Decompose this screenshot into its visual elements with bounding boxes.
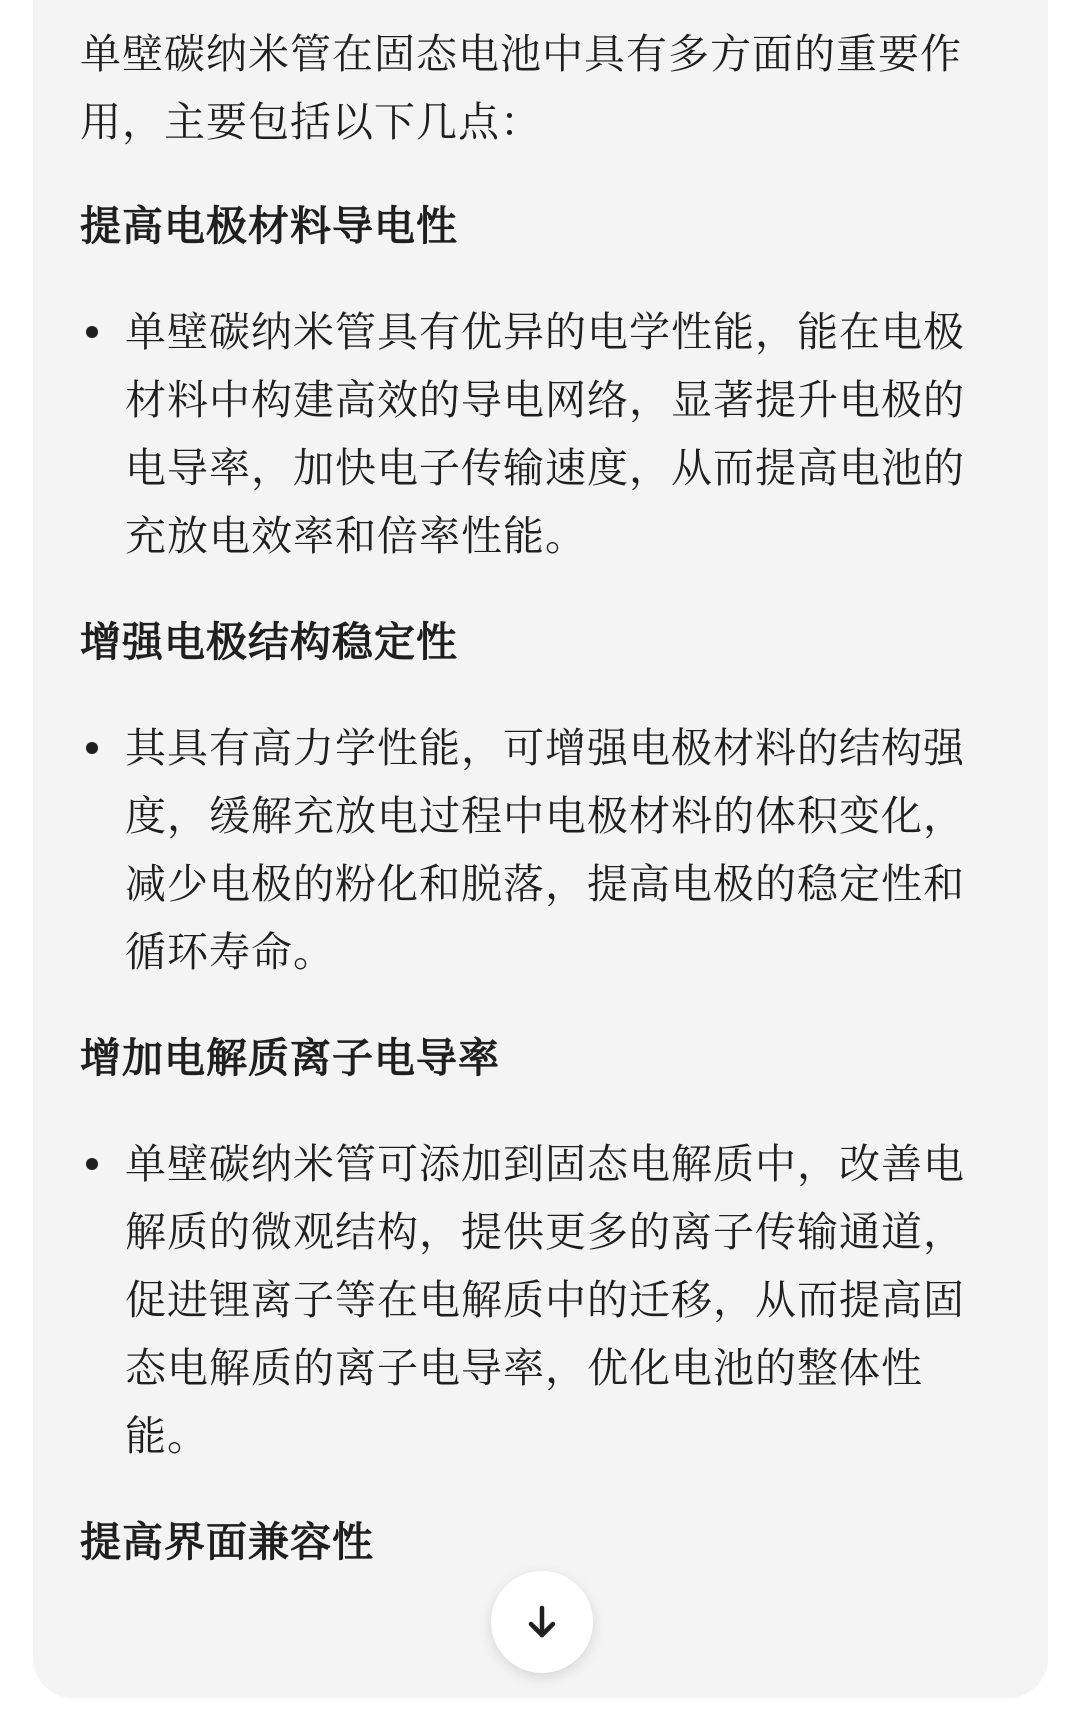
intro-text: 单壁碳纳米管在固态电池中具有多方面的重要作用，主要包括以下几点： [80,30,962,146]
list-item [80,714,980,986]
bullet-list [80,714,980,986]
list-item [80,298,980,570]
bullet-dot-icon [86,1158,98,1170]
bullet-dot-icon [86,326,98,338]
list-item [80,1130,980,1470]
bullet-list [80,298,980,570]
list-item-text: 其具有高力学性能，可增强电极材料的结构强度，缓解充放电过程中电极材料的体积变化，减少电极的粉化和脱落，提高电极的稳定性和循环寿命。 [125,724,965,976]
list-item-text: 单壁碳纳米管具有优异的电学性能，能在电极材料中构建高效的导电网络，显著提升电极的电导率，加快电子传输速度，从而提高电池的充放电效率和倍率性能。 [125,308,965,560]
scroll-to-bottom-button[interactable] [491,1571,593,1673]
bullet-list [80,1130,980,1470]
arrow-down-icon [522,1602,562,1642]
section-title: 增加电解质离子电导率 [80,1034,500,1082]
list-item-text: 单壁碳纳米管可添加到固态电解质中，改善电解质的微观结构，提供更多的离子传输通道，促进锂离子等在电解质中的迁移，从而提高固态电解质的离子电导率，优化电池的整体性能。 [125,1140,965,1460]
bullet-dot-icon [86,742,98,754]
section-title: 提高电极材料导电性 [80,202,458,250]
message-content [80,20,980,1576]
section-title: 增强电极结构稳定性 [80,618,458,666]
section-title: 提高界面兼容性 [80,1518,374,1566]
